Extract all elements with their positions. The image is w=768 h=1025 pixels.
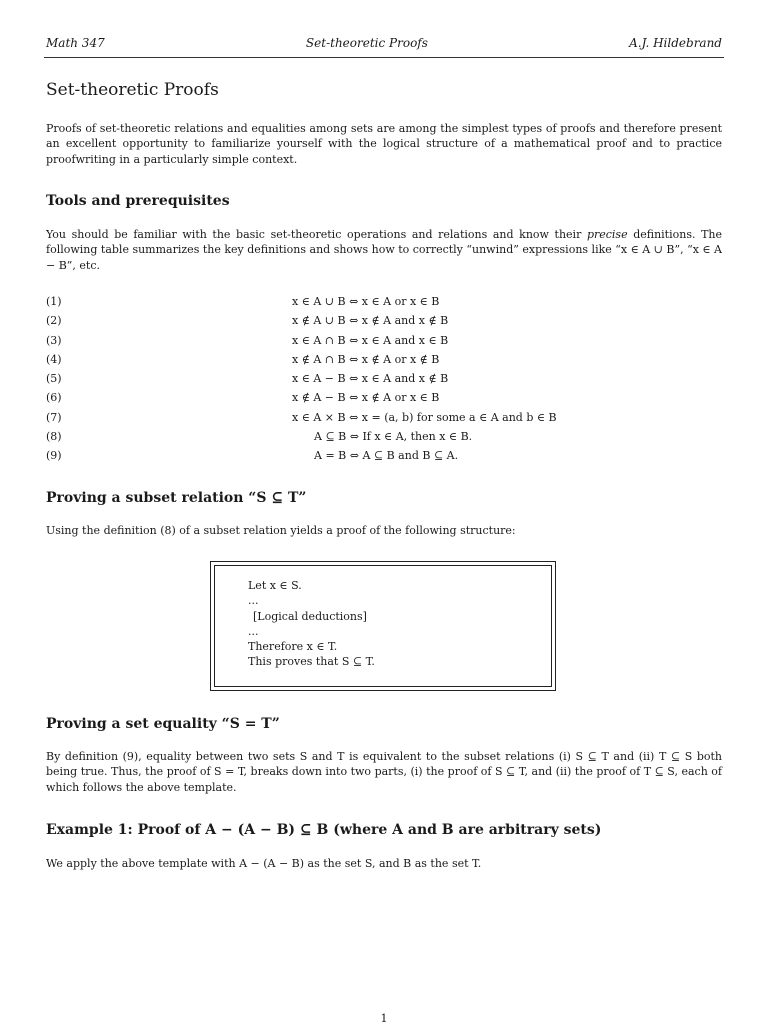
definition-expression: x ∈ A ∪ B ⇔ x ∈ A or x ∈ B <box>292 295 440 308</box>
definition-row <box>46 331 722 350</box>
definition-row <box>46 408 722 427</box>
header-author: A.J. Hildebrand <box>629 36 722 50</box>
tools-text-emphasis: precise <box>586 228 628 241</box>
subset-paragraph: Using the definition (8) of a subset relation yields a proof of the following structure: <box>46 524 516 537</box>
definition-number: (2) <box>46 314 62 328</box>
definition-number: (6) <box>46 391 62 405</box>
template-line: ... <box>248 624 259 638</box>
definition-number: (4) <box>46 352 62 366</box>
example1-heading: Example 1: Proof of A − (A − B) ⊆ B (where A and B are arbitrary sets) <box>46 822 602 838</box>
definition-row <box>46 350 722 369</box>
definition-expression: x ∈ A − B ⇔ x ∈ A and x ∉ B <box>292 372 449 386</box>
template-line: [Logical deductions] <box>253 609 367 623</box>
definition-expression: A ⊆ B ⇔ If x ∈ A, then x ∈ B. <box>314 430 473 444</box>
template-line: Let x ∈ S. <box>248 579 302 592</box>
page-number: 1 <box>380 1012 388 1025</box>
definition-expression: A = B ⇔ A ⊆ B and B ⊆ A. <box>314 449 459 463</box>
definition-row <box>46 388 722 407</box>
tools-heading: Tools and prerequisites <box>46 193 230 209</box>
definition-number: (1) <box>46 295 62 308</box>
equality-paragraph: By definition (9), equality between two sets S and T is equivalent to the subset relations (i) S ⊆ T and (ii) T ⊆ S both being true. Thus, the proof of S = T, breaks down into two parts, (i) the proof of S ⊆ T, and (ii) the proof of T ⊆ S, each of which follows the above template. <box>46 750 722 794</box>
header-title: Set-theoretic Proofs <box>305 36 428 50</box>
definition-expression: x ∉ A ∩ B ⇔ x ∉ A or x ∉ B <box>292 352 440 366</box>
definitions-table <box>46 292 722 466</box>
definition-expression: x ∉ A − B ⇔ x ∉ A or x ∈ B <box>292 391 440 405</box>
proof-template-box <box>210 561 556 691</box>
definition-number: (9) <box>46 449 62 463</box>
template-line: ... <box>248 594 259 608</box>
header-course: Math 347 <box>46 36 105 50</box>
template-line: This proves that S ⊆ T. <box>248 655 375 669</box>
definition-number: (3) <box>46 333 62 347</box>
definition-row <box>46 427 722 446</box>
definition-number: (7) <box>46 410 62 424</box>
intro-paragraph: Proofs of set-theoretic relations and equalities among sets are among the simplest types of proofs and therefore present an excellent opportunity to familiarize yourself with the logical structure of a mathematical proof and to practice proofwriting in a particularly simple context. <box>46 122 722 166</box>
definition-row <box>46 311 722 330</box>
definition-expression: x ∈ A ∩ B ⇔ x ∈ A and x ∈ B <box>292 333 449 347</box>
definition-number: (5) <box>46 372 62 386</box>
definition-expression: x ∈ A × B ⇔ x = (a, b) for some a ∈ A and b ∈ B <box>292 410 557 424</box>
definition-row <box>46 369 722 388</box>
running-header <box>46 34 722 52</box>
template-line: Therefore x ∈ T. <box>248 640 338 654</box>
tools-text-a: You should be familiar with the basic set-theoretic operations and relations and know their <box>46 228 587 241</box>
header-rule <box>44 57 724 58</box>
definition-row <box>46 446 722 465</box>
subset-heading: Proving a subset relation “S ⊆ T” <box>46 490 307 506</box>
proof-template-lines <box>248 578 375 670</box>
example1-paragraph: We apply the above template with A − (A − B) as the set S, and B as the set T. <box>46 857 482 870</box>
equality-heading: Proving a set equality “S = T” <box>46 716 280 732</box>
tools-paragraph <box>46 227 722 273</box>
tools-text-b: definitions. The following table summarizes the key definitions and shows how to correctly “unwind” expressions like “x ∈ A ∪ B”, “x ∈ A − B”, etc. <box>46 228 723 272</box>
definition-number: (8) <box>46 430 62 444</box>
page-title: Set-theoretic Proofs <box>46 80 219 100</box>
definition-expression: x ∉ A ∪ B ⇔ x ∉ A and x ∉ B <box>292 314 449 328</box>
definition-row <box>46 292 722 311</box>
